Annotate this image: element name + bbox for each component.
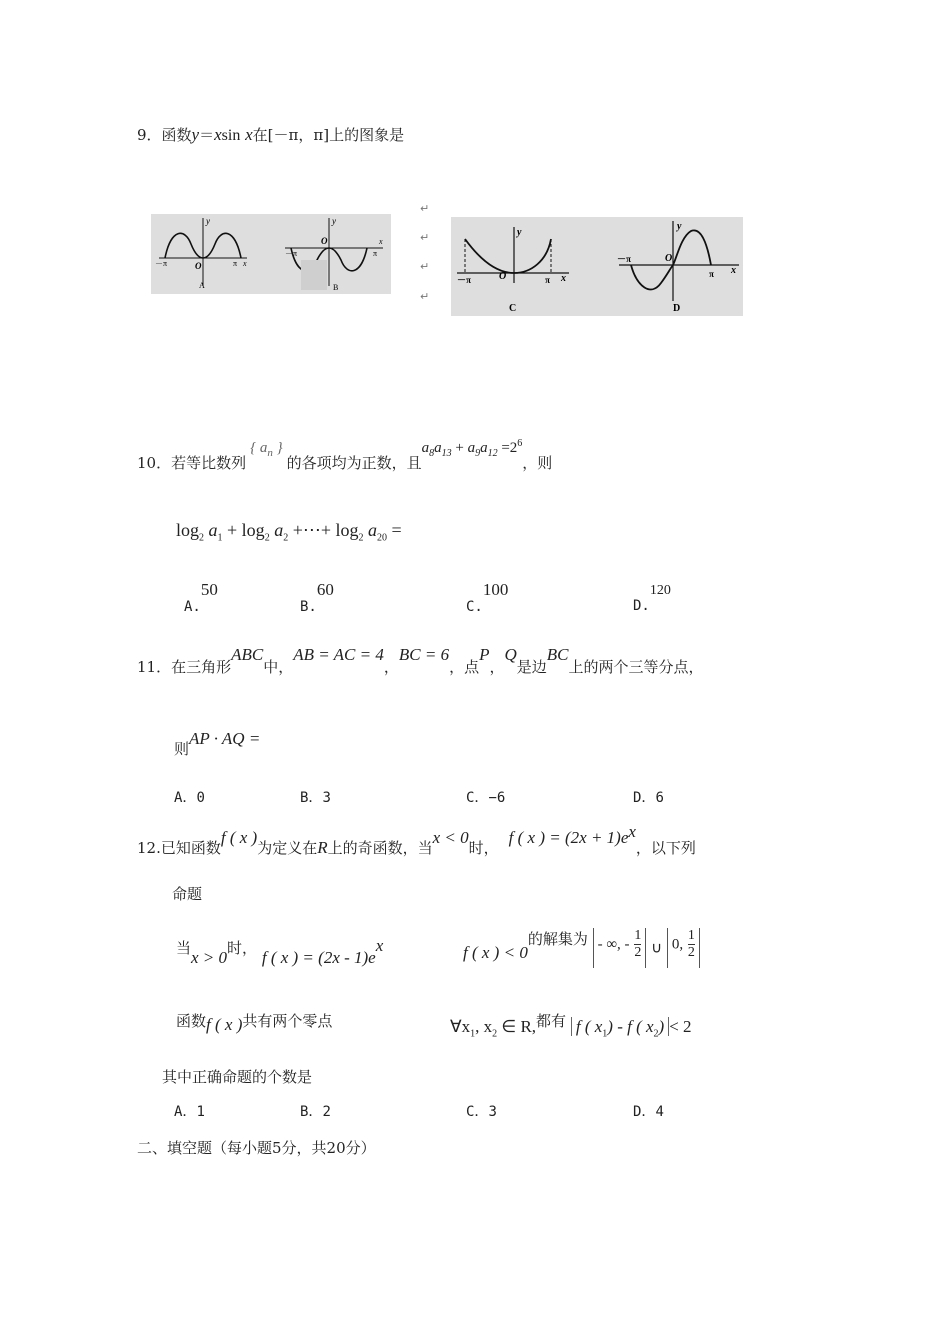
q11-option-a[interactable]: A．0 — [174, 790, 205, 806]
graph-c-negpi: －π — [457, 275, 471, 285]
graph-d-y-label: y — [677, 221, 682, 232]
q12-option-c[interactable]: C．3 — [466, 1104, 497, 1120]
q12-interval: - ∞, - $\frac{1}{2}$ ∪ 0, $\frac{1}{2}$ — [593, 928, 700, 968]
graph-a-x-label: x — [243, 259, 247, 268]
graph-panel-cd — [451, 217, 743, 316]
q10-option-a[interactable]: A.50 — [184, 580, 218, 615]
graph-ab-svg — [151, 214, 391, 294]
q12-option-d[interactable]: D．4 — [633, 1104, 664, 1120]
graph-c-x-label: x — [561, 273, 566, 284]
q12-question: 其中正确命题的个数是 — [162, 1068, 313, 1086]
q10-option-b[interactable]: B.60 — [300, 580, 334, 615]
seq-brace: { $a_n$ } — [250, 440, 283, 459]
return-mark-2: ↵ — [420, 231, 430, 244]
graph-b-label: B — [333, 283, 339, 292]
q9-stem: 9．函数y＝xsin x在[－π，π]上的图象是 — [137, 125, 405, 144]
graph-a-negpi: －π — [155, 259, 168, 268]
return-mark-3: ↵ — [420, 260, 430, 273]
return-mark-4: ↵ — [420, 290, 430, 303]
return-mark-1: ↵ — [420, 202, 430, 215]
q12-prop-4: $\forall x_1$, $x_2$ ∈ R,都有 f ( $x_1$) - f ( $x_2) < 2$ — [450, 1012, 692, 1040]
graph-d-origin: O — [665, 253, 673, 264]
graph-a-pi: π — [233, 259, 238, 268]
graph-cd-svg — [451, 217, 743, 316]
q12-prop-1: 当x > 0时， f ( x ) = $(2x - 1)e^x$ — [176, 936, 384, 967]
graph-b-negpi: －π — [285, 249, 298, 258]
section-2-heading: 二、填空题（每小题5分，共20分） — [137, 1139, 376, 1157]
graph-d-label: D — [673, 303, 681, 314]
graph-a-label: A — [199, 281, 205, 290]
graph-c-curve — [465, 239, 551, 273]
graph-b-origin: O — [321, 236, 328, 246]
q10-log-expression: $\log_2 a_1 + \log_2 a_2$ +⋯+ $\log_2 a_{20}$ = — [176, 520, 402, 544]
q10-option-c[interactable]: C.100 — [466, 580, 509, 615]
graph-d-negpi: －π — [617, 254, 631, 264]
q10-equation: $a_8a_{13} + a_9a_{12} =2^6$ — [421, 438, 523, 459]
graph-panel-ab — [151, 214, 391, 294]
graph-c-origin: O — [499, 271, 507, 282]
q11-option-b[interactable]: B．3 — [300, 790, 331, 806]
graph-d-x-label: x — [731, 265, 736, 276]
q12-stem: 12.已知函数f ( x )为定义在R上的奇函数，当x < 0时，f ( x ) = $(2x + 1)e^x$，以下列 — [137, 822, 696, 857]
q10-option-d[interactable]: D.120 — [633, 583, 671, 614]
graph-a-origin: O — [195, 261, 202, 271]
q11-stem: 11．在三角形ABC中，AB = AC = 4，BC = 6，点P，Q是边BC上的两个三等分点， — [137, 645, 704, 676]
q12-prop-2: f ( x ) < 0的解集为 - ∞, - $\frac{1}{2}$ ∪ 0, $\frac{1}{2}$ — [463, 926, 700, 966]
graph-c-pi: π — [545, 275, 550, 285]
q11-option-d[interactable]: D．6 — [633, 790, 664, 806]
q11-option-c[interactable]: C．−6 — [466, 790, 506, 806]
graph-c-y-label: y — [517, 227, 522, 238]
q11-expression: 则AP · AQ = — [174, 729, 261, 758]
graph-c-label: C — [509, 303, 517, 314]
q12-option-b[interactable]: B．2 — [300, 1104, 331, 1120]
graph-b-blur-patch — [301, 260, 327, 290]
q10-stem: 10．若等比数列{ $a_n$ }的各项均为正数，且$a_8a_{13} + a_9a_{12} =2^6$，则 — [137, 438, 553, 472]
q12-propositions-label: 命题 — [172, 885, 203, 903]
graph-d-pi: π — [709, 269, 714, 279]
graph-a-y-label: y — [206, 216, 210, 226]
graph-b-pi: π — [373, 249, 378, 258]
q12-prop-3: 函数f ( x )共有两个零点 — [176, 1012, 333, 1034]
q12-option-a[interactable]: A．1 — [174, 1104, 205, 1120]
graph-b-y-label: y — [332, 216, 336, 226]
graph-b-x-label: x — [379, 237, 383, 246]
